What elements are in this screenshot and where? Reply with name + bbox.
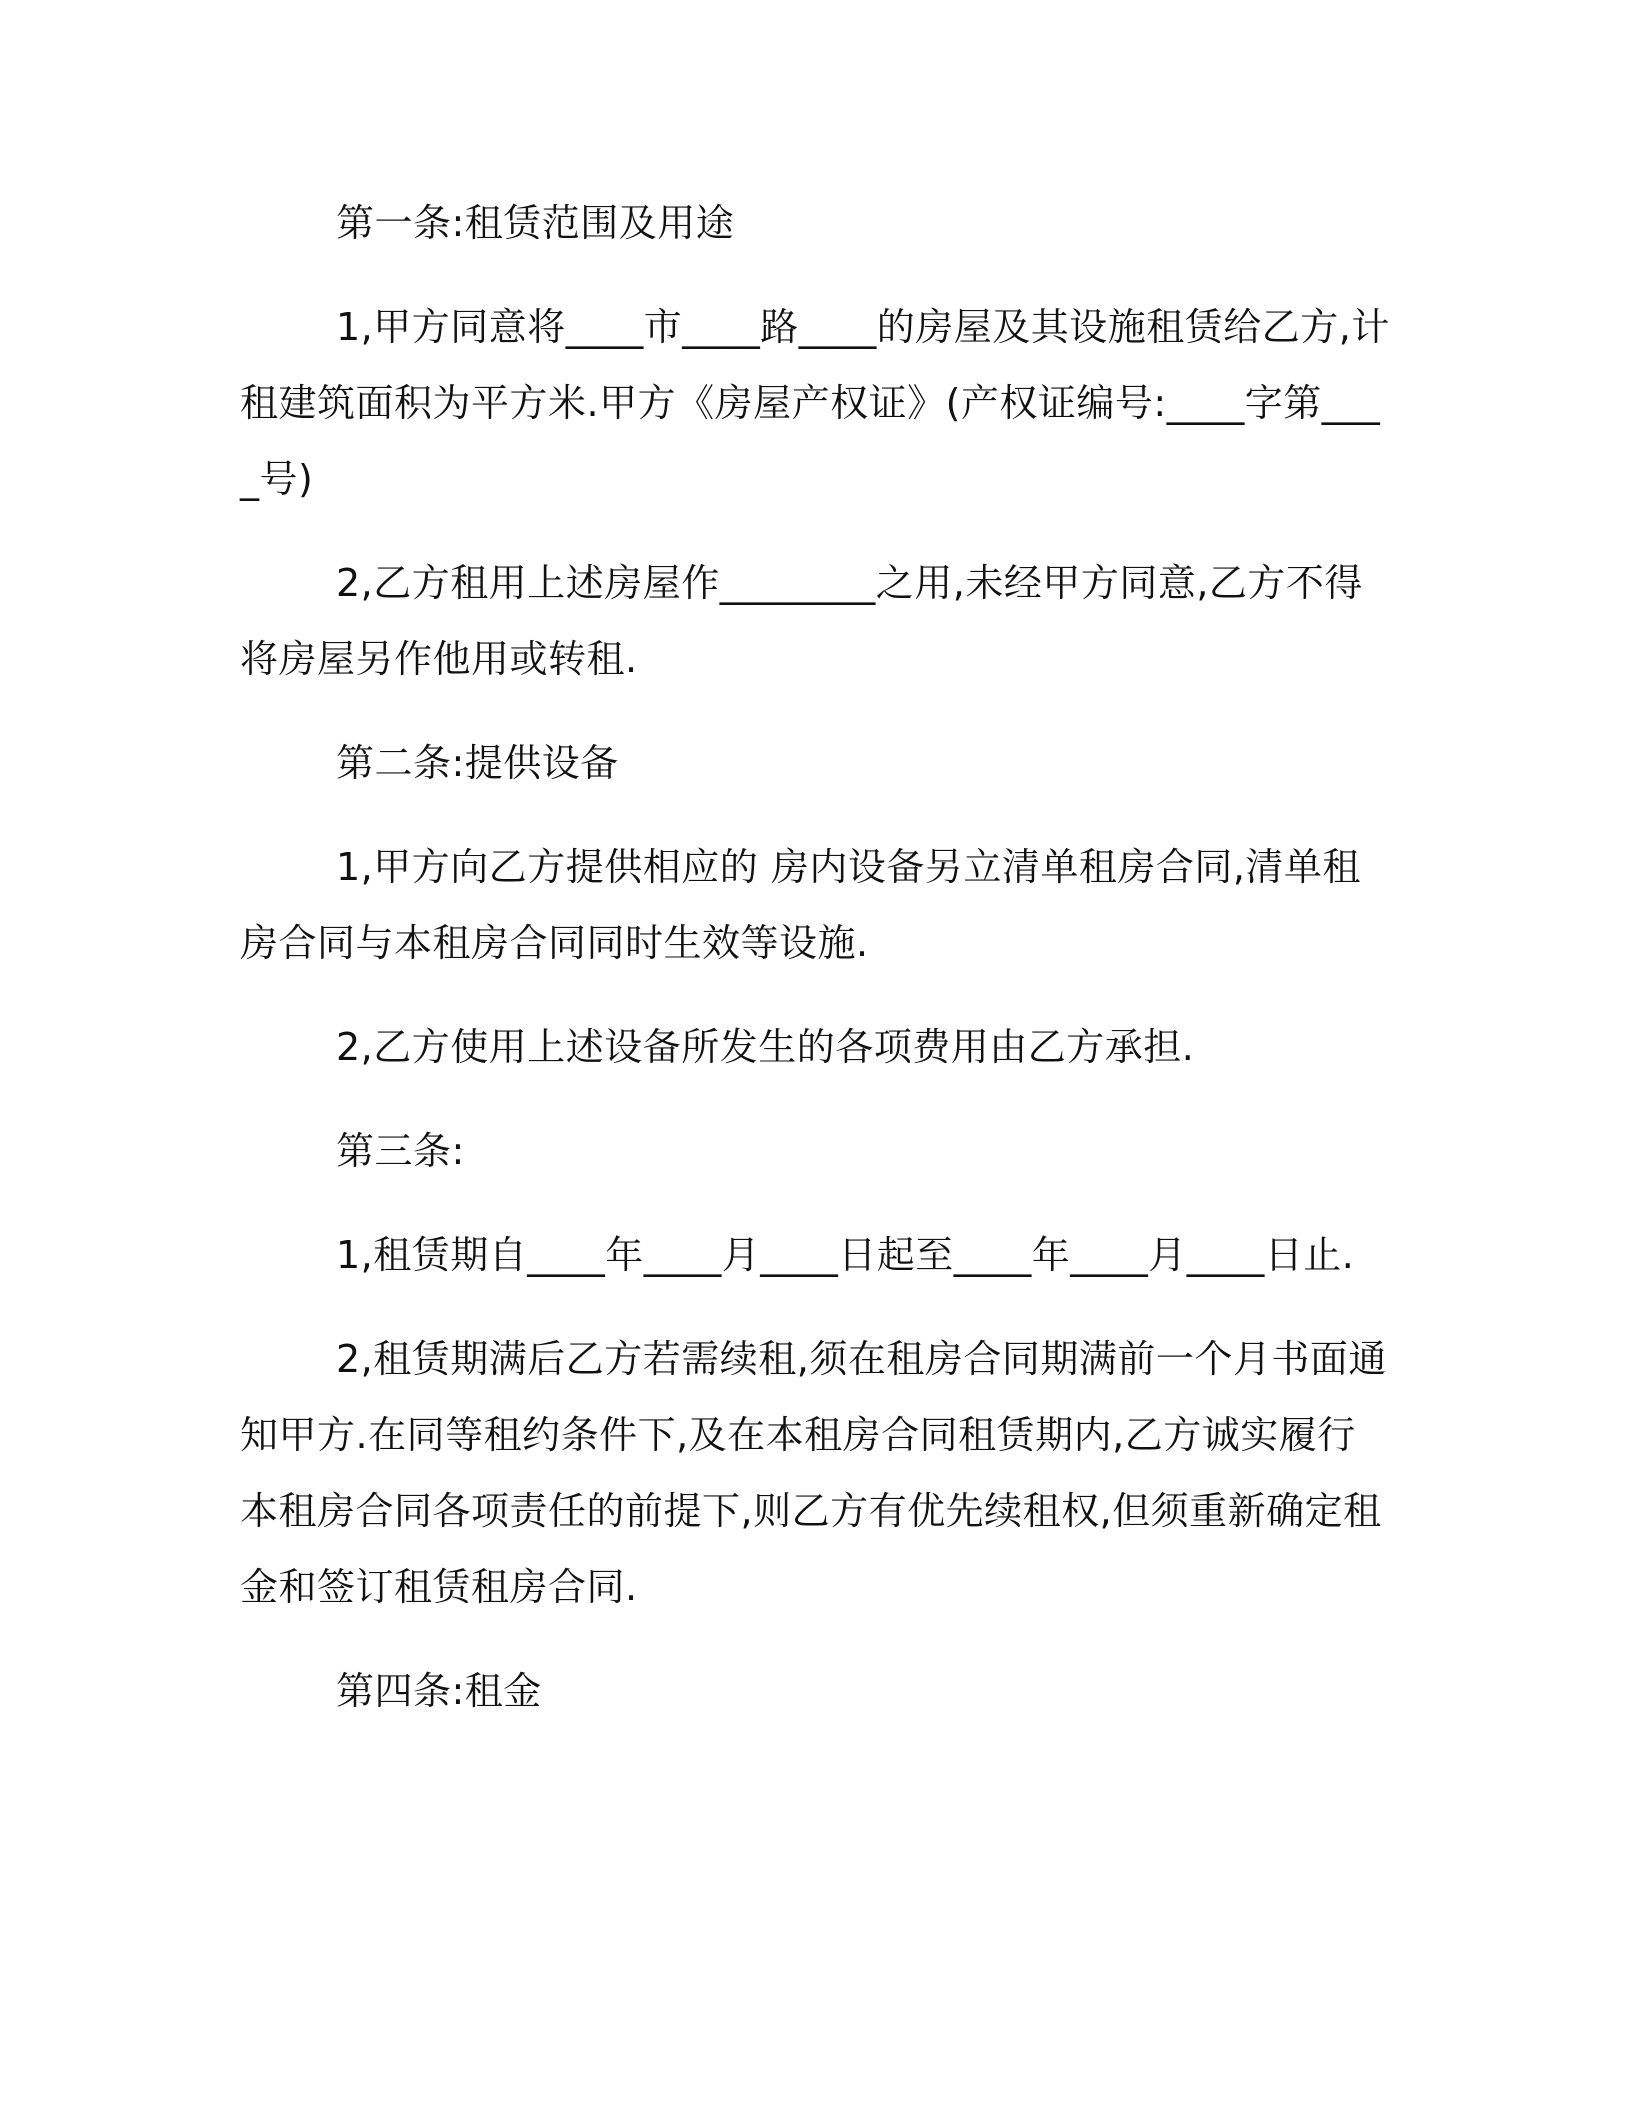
article-4-heading: 第四条:租金 — [336, 1669, 542, 1713]
article-1-clause-2: 2,乙方租用上述房屋作________之用,未经甲方同意,乙方不得将房屋另作他用或转租. — [240, 561, 1363, 681]
article-2-clause-1: 1,甲方向乙方提供相应的 房内设备另立清单租房合同,清单租房合同与本租房合同同时生效等设施. — [240, 845, 1361, 965]
article-3-clause-2: 2,租赁期满后乙方若需续租,须在租房合同期满前一个月书面通知甲方.在同等租约条件下,及在本租房合同租赁期内,乙方诚实履行本租房合同各项责任的前提下,则乙方有优先续租权,但须重新确定租金和签订租赁租房合同. — [240, 1337, 1387, 1609]
document-body — [240, 185, 1390, 1757]
article-1-heading: 第一条:租赁范围及用途 — [336, 201, 735, 245]
article-3-clause-1: 1,租赁期自____年____月____日起至____年____月____日止. — [336, 1233, 1355, 1277]
article-2-clause-2: 2,乙方使用上述设备所发生的各项费用由乙方承担. — [336, 1025, 1195, 1069]
article-2-heading: 第二条:提供设备 — [336, 741, 619, 785]
article-1-clause-1: 1,甲方同意将____市____路____的房屋及其设施租赁给乙方,计租建筑面积为平方米.甲方《房屋产权证》(产权证编号:____字第____号) — [240, 305, 1390, 501]
article-3-heading: 第三条: — [336, 1129, 465, 1173]
